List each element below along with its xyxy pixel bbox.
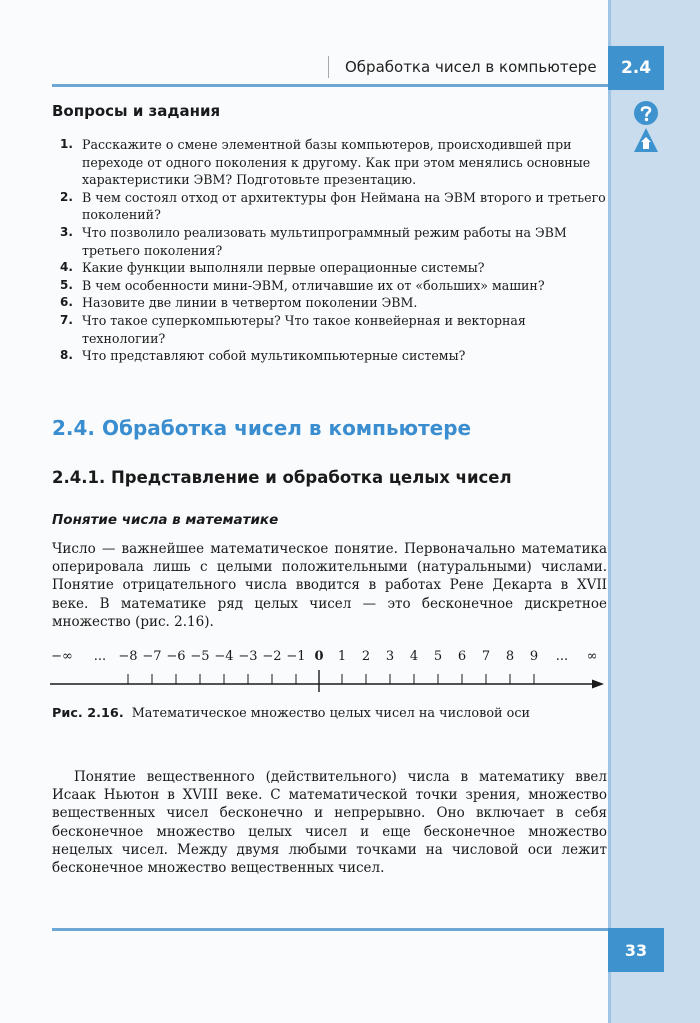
number-line-label: −7 [142, 649, 162, 664]
number-line-label: 9 [529, 649, 539, 664]
number-line-label: 4 [409, 649, 419, 664]
section-title: 2.4. Обработка чисел в компьютере [52, 416, 472, 440]
number-line-label: −2 [262, 649, 282, 664]
number-line-label: ∞ [586, 649, 598, 664]
number-line-label: 5 [433, 649, 443, 664]
question-text: Какие функции выполняли первые операционные системы? [82, 260, 485, 276]
number-line-figure [40, 640, 610, 696]
number-line-label: ... [93, 649, 107, 664]
question-text: В чем особенности мини-ЭВМ, отличавшие их от «больших» машин? [82, 277, 545, 293]
number-line-label: 3 [385, 649, 395, 664]
margin-strip [608, 0, 611, 1023]
number-line-label: 7 [481, 649, 491, 664]
number-line-label: −5 [190, 649, 210, 664]
question-item [52, 259, 608, 277]
axis-arrowhead [592, 680, 604, 689]
number-line-label: −8 [118, 649, 138, 664]
figure-caption [52, 706, 608, 721]
page-number: 33 [608, 928, 664, 972]
question-number: 5. [60, 277, 73, 292]
question-text: В чем состоял отход от архитектуры фон Неймана на ЭВМ второго и третьего поколений? [82, 189, 606, 223]
footer-rule [52, 928, 608, 931]
number-line-label: 6 [457, 649, 467, 664]
number-line-label: 0 [314, 649, 324, 664]
number-line-label: 8 [505, 649, 515, 664]
figure-label: Рис. 2.16. [52, 706, 124, 721]
paragraph-number-concept: Число — важнейшее математическое понятие. Первоначально математика оперировала лишь с целыми положительными (натуральными) числами. Понятие отрицательного числа вводится в работах Рене Декарта в XVII веке. В математике ряд целых чисел — это бесконечное дискретное множество (рис. 2.16). [52, 541, 607, 630]
question-number: 2. [60, 189, 73, 204]
question-text: Что представляют собой мультикомпьютерные системы? [82, 348, 466, 364]
question-item [52, 312, 608, 347]
question-item [52, 277, 608, 295]
question-item [52, 224, 608, 259]
question-text: Что такое суперкомпьютеры? Что такое конвейерная и векторная технологии? [82, 312, 526, 346]
figure-caption-text: Математическое множество целых чисел на числовой оси [131, 706, 531, 721]
question-text: Что позволило реализовать мультипрограммный режим работы на ЭВМ третьего поколения? [82, 224, 567, 258]
subsection-title: 2.4.1. Представление и обработка целых чисел [52, 468, 512, 487]
question-number: 8. [60, 348, 73, 363]
paragraph-heading: Понятие числа в математике [52, 512, 279, 528]
question-item [52, 136, 608, 189]
question-number: 4. [60, 260, 73, 275]
question-text: Расскажите о смене элементной базы компьютеров, происходившей при переходе от одного поколения к другому. Как при этом менялись основные характеристики ЭВМ? Подготовьте презентацию. [82, 137, 591, 188]
number-line-label: ... [555, 649, 569, 664]
question-number: 3. [60, 224, 73, 239]
number-line-label: −1 [286, 649, 306, 664]
number-line-label: −6 [166, 649, 186, 664]
header-rule [52, 84, 612, 87]
section-tab: 2.4 [608, 46, 664, 90]
question-item [52, 294, 608, 312]
number-line-label: 2 [361, 649, 371, 664]
number-line-label: −3 [238, 649, 258, 664]
question-number: 6. [60, 295, 73, 310]
number-line-label: −∞ [51, 649, 73, 664]
question-number: 1. [60, 137, 73, 151]
number-line-label: 1 [337, 649, 347, 664]
home-task-icon [632, 126, 660, 156]
question-icon [633, 100, 659, 126]
questions-heading: Вопросы и задания [52, 102, 221, 120]
questions-list [52, 136, 608, 365]
question-number: 7. [60, 312, 73, 327]
question-item [52, 347, 608, 365]
paragraph-real-numbers: Понятие вещественного (действительного) числа в математику ввел Исаак Ньютон в XVIII веке. С математической точки зрения, множество вещественных чисел бесконечно и непрерывно. Оно включает в себя бесконечное множество целых чисел и еще бесконечное множество нецелых чисел. Между двумя любыми точками на числовой оси лежит бесконечное множество вещественных чисел. [52, 769, 607, 877]
number-line-label: −4 [214, 649, 234, 664]
running-title: Обработка чисел в компьютере [345, 58, 597, 76]
question-item [52, 189, 608, 224]
question-text: Назовите две линии в четвертом поколении ЭВМ. [82, 295, 418, 311]
header-divider [328, 56, 329, 78]
